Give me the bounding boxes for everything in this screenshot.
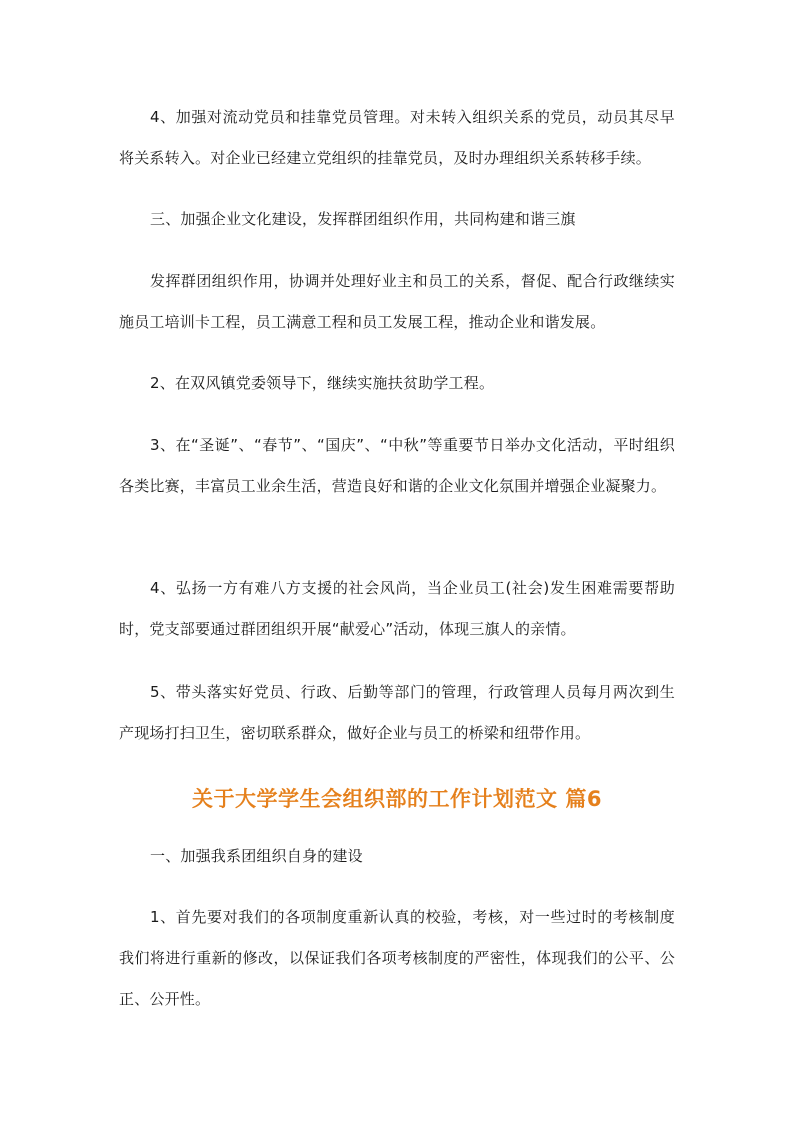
paragraph-festivals: 3、在“圣诞”、“春节”、“国庆”、“中秋”等重要节日举办文化活动，平时组织各类比赛，丰富员工业余生活，营造良好和谐的企业文化氛围并增强企业凝聚力。 bbox=[119, 436, 675, 495]
paragraph-management: 5、带头落实好党员、行政、后勤等部门的管理，行政管理人员每月两次到生产现场打扫卫生，密切联系群众，做好企业与员工的桥梁和纽带作用。 bbox=[119, 683, 675, 742]
paragraph-floating-members: 4、加强对流动党员和挂靠党员管理。对未转入组织关系的党员，动员其尽早将关系转入。对企业已经建立党组织的挂靠党员，及时办理组织关系转移手续。 bbox=[119, 108, 675, 167]
article-heading: 关于大学学生会组织部的工作计划范文 篇6 bbox=[192, 787, 602, 811]
paragraph-group-role: 发挥群团组织作用，协调并处理好业主和员工的关系，督促、配合行政继续实施员工培训卡工程，员工满意工程和员工发展工程，推动企业和谐发展。 bbox=[119, 272, 675, 331]
paragraph-charity: 4、弘扬一方有难八方支援的社会风尚，当企业员工(社会)发生困难需要帮助时，党支部要通过群团组织开展“献爱心”活动，体现三旗人的亲情。 bbox=[119, 579, 675, 638]
section-three-title: 三、加强企业文化建设，发挥群团组织作用，共同构建和谐三旗 bbox=[150, 210, 576, 228]
section-one-title: 一、加强我系团组织自身的建设 bbox=[150, 847, 363, 865]
paragraph-system-review: 1、首先要对我们的各项制度重新认真的校验，考核，对一些过时的考核制度我们将进行重新的修改，以保证我们各项考核制度的严密性，体现我们的公平、公正、公开性。 bbox=[119, 908, 675, 1008]
paragraph-poverty-aid: 2、在双风镇党委领导下，继续实施扶贫助学工程。 bbox=[150, 374, 495, 392]
